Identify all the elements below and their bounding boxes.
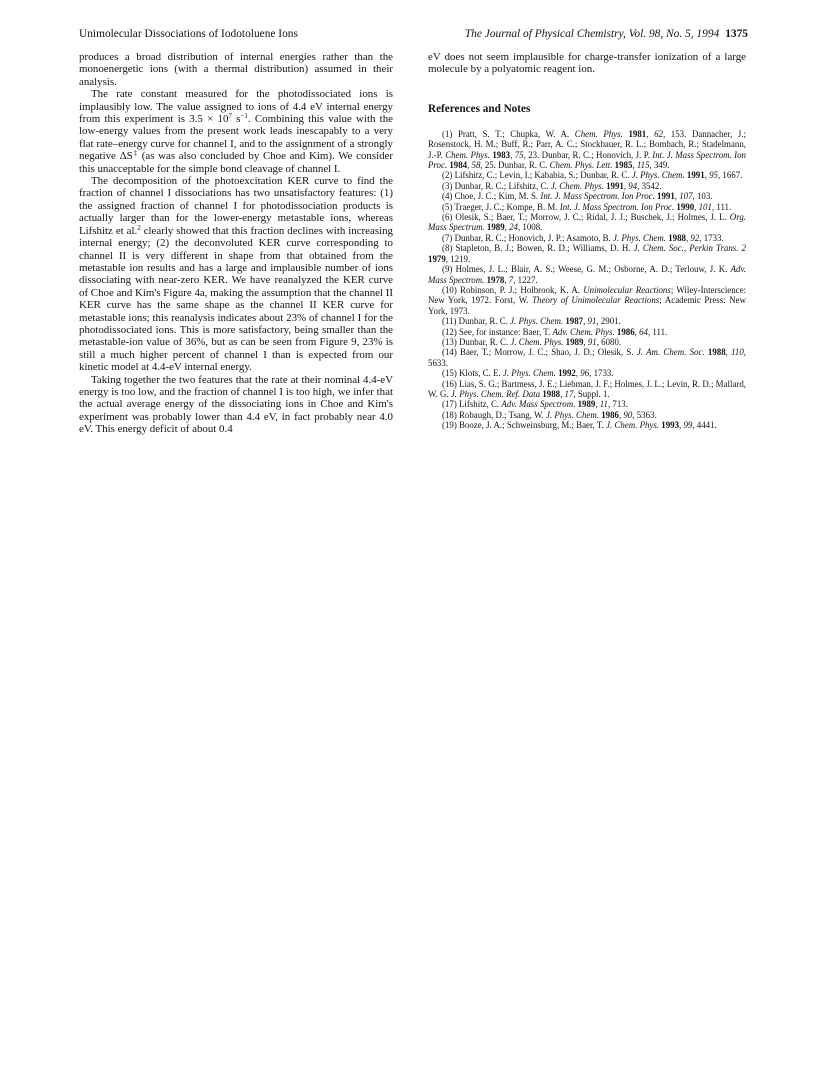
reference-item: (11) Dunbar, R. C. J. Phys. Chem. 1987, 91, 2901. — [442, 316, 621, 327]
reference-list — [428, 129, 746, 431]
double-dagger: ‡ — [132, 149, 139, 158]
reference-item: (1) Pratt, S. T.; Chupka, W. A. Chem. Phys. 1981, 62, 153. Dannacher, J.; Rosenstock, H. M.; Buff, R.; Parr, A. C.; Stockbauer, R. L.; Bombach, R.; Stadelmann, J.-P. Chem. Phys. 1983, 75, 23. Dunbar, R. C.; Honovich, J. P. Int. J. Mass Spectrom. Ion Proc. 1984, 58, 25. Dunbar, R. C. Chem. Phys. Lett. 1985, 115, 349. — [428, 128, 747, 171]
exponent: −1 — [240, 112, 248, 121]
paragraph: The decomposition of the photoexcitation KER curve to find the fraction of channel I dissociations has two unsatisfactory features: (1) the assigned fraction of channel I for photodissociation products is actually larger than for the lower-energy metastable ions, whereas Lifshitz et al.$^2$ clearly showed that this fraction declines with increasing internal energy; (2) the deconvoluted KER curve corresponding to channel II is very different in shape from that obtained from the metastable ion results and has a large and implausible number of ions dissociating with near-zero KER. We have reanalyzed the KER curve of Choe and Kim's Figure 4a, making the assumption that the channel II KER curve has the same shape as the channel II KER curve for metastable ions; this reanalysis indicates about 23% of channel I for the photodissociated ions. This is more satisfactory, being smaller than the metastable-ion value of 36%, but as can be seen from Figure 9, 23% is still a much higher percent of channel I than is expected from our kinetic model at 4.4-eV internal energy. — [79, 175, 394, 374]
paragraph: The rate constant measured for the photodissociated ions is implausibly low. The value assigned to ions of 4.4 eV internal energy from this experiment is $3.5 \times 10^7$ $s^{-1}$. Combining this value with the low-energy values from the present work leads inescapably to a very flat rate–energy curve for channel I, and to the assignment of a strongly negative ΔS‡ (as was also concluded by Choe and Kim). We consider this unacceptable for the simple bond cleavage of channel I. — [79, 88, 394, 175]
reference-item: (14) Baer, T.; Morrow, J. C.; Shao, J. D.; Olesik, S. J. Am. Chem. Soc. 1988, 110, 5633. — [428, 347, 747, 368]
reference-item: (19) Booze, J. A.; Schweinsburg, M.; Baer, T. J. Chem. Phys. 1993, 99, 4441. — [442, 420, 717, 431]
reference-item: (7) Dunbar, R. C.; Honovich, J. P.; Asamoto, B. J. Phys. Chem. 1988, 92, 1733. — [442, 232, 724, 243]
paragraph: produces a broad distribution of internal energies rather than the monoenergetic ions (with a thermal distribution) assumed in their analysis. — [79, 51, 393, 88]
right-column — [428, 51, 746, 431]
reference-item: (13) Dunbar, R. C. J. Chem. Phys. 1989, 91, 6080. — [442, 336, 622, 347]
paragraph: eV does not seem implausible for charge-transfer ionization of a large molecule by a polyatomic reagent ion. — [428, 51, 746, 76]
running-header — [79, 28, 748, 44]
running-title: Unimolecular Dissociations of Iodotoluene Ions — [79, 28, 298, 40]
reference-item: (3) Dunbar, R. C.; Lifshitz, C. J. Chem. Phys. 1991, 94, 3542. — [442, 180, 662, 191]
paragraph: Taking together the two features that the rate at their nominal 4.4-eV energy is too low, and the fraction of channel I is too high, we infer that the actual average energy of the dissociating ions in Choe and Kim's experiment was probably lower than 4.4 eV, in fact probably near 4.0 eV. This energy deficit of about 0.4 — [79, 373, 393, 436]
journal-info: The Journal of Physical Chemistry, Vol. 98, No. 5, 1994 — [464, 28, 720, 40]
reference-item: (4) Choe, J. C.; Kim, M. S. Int. J. Mass Spectrom. Ion Proc. 1991, 107, 103. — [442, 191, 713, 202]
reference-item: (2) Lifshitz, C.; Levin, I.; Kababia, S.; Dunbar, R. C. J. Phys. Chem. 1991, 95, 1667. — [442, 170, 743, 181]
exponent: 7 — [228, 112, 232, 121]
reference-item: (16) Lias, S. G.; Bartmess, J. E.; Liebman, J. F.; Holmes, J. L.; Levin, R. D.; Mallard, W. G. J. Phys. Chem. Ref. Data 1988, 17, Suppl. 1. — [428, 378, 746, 399]
reference-item: (12) See, for instance: Baer, T. Adv. Chem. Phys. 1986, 64, 111. — [442, 326, 668, 337]
reference-item: (18) Robaugh, D.; Tsang, W. J. Phys. Chem. 1986, 90, 5363. — [442, 409, 657, 420]
journal-citation — [465, 28, 748, 40]
left-column — [79, 51, 393, 436]
reference-item: (17) Lifshitz, C. Adv. Mass Spectrom. 1989, 11, 713. — [442, 399, 628, 410]
reference-item: (15) Klots, C. E. J. Phys. Chem. 1992, 96, 1733. — [442, 368, 614, 379]
references-heading: References and Notes — [428, 102, 531, 115]
reference-item: (9) Holmes, J. L.; Blair, A. S.; Weese, G. M.; Osborne, A. D.; Terlouw, J. K. Adv. Mass Spectrom. 1978, 7, 1227. — [428, 264, 746, 285]
reference-item: (5) Traeger, J. C.; Kompe, B. M. Int. J. Mass Spectrom. Ion Proc. 1990, 101, 111. — [442, 201, 732, 212]
reference-item: (6) Olesik, S.; Baer, T.; Morrow, J. C.; Ridal, J. J.; Buschek, J.; Holmes, J. L. Org. Mass Spectrum. 1989, 24, 1008. — [428, 212, 746, 233]
page-number: 1375 — [725, 28, 748, 40]
reference-item: (8) Stapleton, B. J.; Bowen, R. D.; Williams, D. H. J. Chem. Soc., Perkin Trans. 2 1979, 1219. — [428, 243, 746, 264]
reference-item: (10) Robinson, P. J.; Holbrook, K. A. Unimolecular Reactions; Wiley-Interscience: New York, 1972. Forst, W. Theory of Unimolecular Reactions; Academic Press: New York, 1973. — [428, 284, 747, 316]
citation-superscript: 2 — [137, 223, 141, 232]
